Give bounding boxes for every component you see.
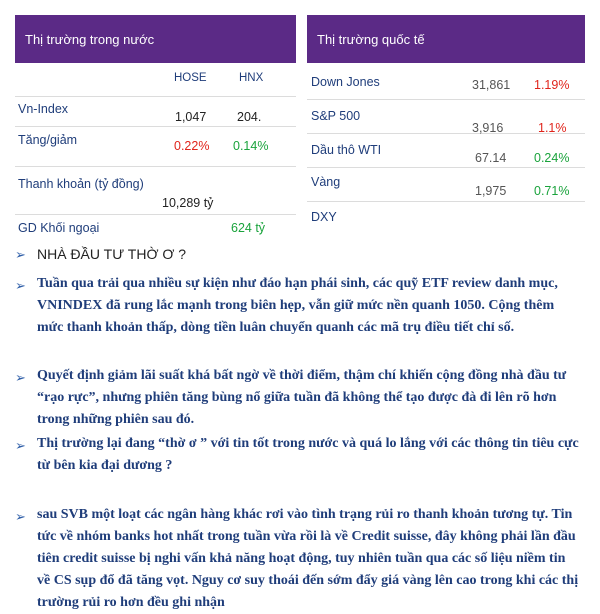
table-row: [15, 167, 296, 215]
row-label: DXY: [311, 210, 337, 224]
arrow-bullet-icon: ➢: [15, 438, 26, 453]
hnx-change: 0.14%: [233, 139, 269, 153]
index-change: 1.1%: [538, 121, 567, 135]
paragraph: sau SVB một loạt các ngân hàng khác rơi vào tình trạng rủi ro thanh khoản tương tự. Tin tức về nhóm banks hot nhất trong tuần vừa rồi là về Credit suisse, đây không phải lần đầu tiên credit suisse bị nghi vấn khả năng hoạt động, tuy nhiên tuần qua các số liệu niềm tin về CS sụp đổ đã tăng vọt. Nguy cơ suy thoái đến sớm đẩy giá vàng lên cao trong khi các thị trường rủi ro hơn đều ghi nhận: [37, 507, 579, 610]
index-value: 1,975: [475, 184, 507, 198]
col-hose-header: HOSE: [174, 72, 207, 84]
row-label: Down Jones: [311, 75, 380, 89]
arrow-bullet-icon: ➢: [15, 247, 26, 262]
row-label: Vàng: [311, 175, 341, 189]
arrow-bullet-icon: ➢: [15, 370, 26, 385]
index-change: 1.19%: [534, 78, 570, 92]
index-change: 0.71%: [534, 184, 570, 198]
table-row: [307, 202, 585, 236]
international-market-panel: [307, 15, 585, 235]
table-row: [15, 127, 296, 167]
paragraph: Quyết định giảm lãi suất khá bất ngờ về thời điểm, thậm chí khiến cộng đồng nhà đầu tư “rạo rực”, nhưng phiên tăng bùng nổ giữa tuần đã không thể tạo được đà đi lên rõ hơn trong những phiên sau đó.: [37, 368, 567, 427]
domestic-market-title: Thị trường trong nước: [15, 15, 296, 63]
paragraph: Thị trường lại đang “thờ ơ ” với tin tốt trong nước và quá lo lắng với các thông tin tiêu cực từ bên kia đại dương ?: [37, 436, 579, 473]
table-row: [15, 215, 296, 241]
col-hnx-header: HNX: [239, 72, 264, 84]
index-value: 31,861: [472, 78, 511, 92]
row-label: Tăng/giảm: [18, 133, 78, 147]
table-row: [307, 168, 585, 202]
paragraph: Tuần qua trải qua nhiều sự kiện như đáo hạn phái sinh, các quỹ ETF review danh mục, VNINDEX đã rung lắc mạnh trong biên hẹp, vẫn giữ mức nền quanh 1050. Cộng thêm mức thanh khoản thấp, dòng tiền luân chuyển quanh các mã trụ điều tiết chỉ số.: [37, 276, 558, 335]
row-label: Vn-Index: [18, 102, 69, 116]
table-row: [15, 97, 296, 127]
international-market-title: Thị trường quốc tế: [307, 15, 585, 63]
index-value: 3,916: [472, 121, 504, 135]
hose-change: 0.22%: [174, 139, 210, 153]
table-row: [307, 66, 585, 100]
row-label: Thanh khoản (tỷ đồng): [18, 177, 144, 191]
hose-value: 1,047: [175, 110, 207, 124]
index-value: 67.14: [475, 151, 507, 165]
row-label: S&P 500: [311, 109, 361, 123]
arrow-bullet-icon: ➢: [15, 278, 26, 293]
section-title: NHÀ ĐẦU TƯ THỜ Ơ ?: [37, 246, 187, 262]
index-change: 0.24%: [534, 151, 570, 165]
row-label: GD Khối ngoại: [18, 221, 100, 235]
table-row: [307, 134, 585, 168]
domestic-header-row: [15, 63, 296, 97]
hnx-value: 204.: [237, 110, 262, 124]
liquidity-value: 10,289 tỷ: [162, 196, 214, 210]
domestic-market-panel: [15, 15, 296, 235]
arrow-bullet-icon: ➢: [15, 509, 26, 524]
table-row: [307, 100, 585, 134]
foreign-trade-value: 624 tỷ: [231, 221, 266, 235]
row-label: Dầu thô WTI: [311, 143, 382, 157]
